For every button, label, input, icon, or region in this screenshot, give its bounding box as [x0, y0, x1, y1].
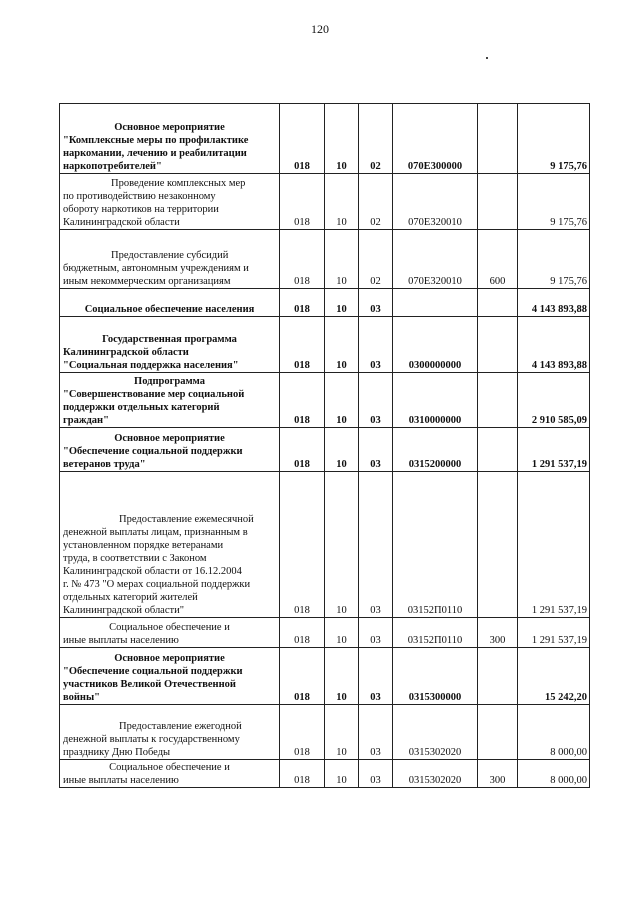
row-name-line: поддержки отдельных категорий [63, 402, 220, 413]
row-name [60, 104, 280, 174]
ved-code: 018 [280, 648, 325, 705]
row-name-line: Основное мероприятие [114, 122, 225, 133]
row-name-line: Проведение комплексных мер [111, 178, 246, 189]
target-article-code: 070Е300000 [393, 104, 478, 174]
row-name [60, 373, 280, 428]
amount: 15 242,20 [518, 648, 590, 705]
target-article-code: 03152П0110 [393, 472, 478, 618]
row-name [60, 705, 280, 760]
row-name-line: Социальное обеспечение и [109, 622, 230, 633]
amount: 8 000,00 [518, 760, 590, 788]
ved-code: 018 [280, 705, 325, 760]
table-row [60, 618, 590, 648]
expense-type-code [478, 648, 518, 705]
row-name-line: Социальное обеспечение населения [84, 304, 255, 315]
table-row [60, 428, 590, 472]
subsection-code: 03 [359, 317, 393, 373]
row-name-line: денежной выплаты к государственному [63, 734, 240, 745]
table-row [60, 373, 590, 428]
row-name-line: отдельных категорий жителей [63, 592, 198, 603]
row-name-line: денежной выплаты лицам, признанным в [63, 527, 248, 538]
row-name-line: наркопотребителей" [63, 161, 162, 172]
row-name-line: граждан" [63, 415, 109, 426]
section-code: 10 [325, 230, 359, 289]
row-name [60, 289, 280, 317]
ved-code: 018 [280, 289, 325, 317]
ved-code: 018 [280, 760, 325, 788]
table-row [60, 230, 590, 289]
row-name-line: "Обеспечение социальной поддержки [63, 666, 243, 677]
amount: 9 175,76 [518, 104, 590, 174]
amount: 1 291 537,19 [518, 472, 590, 618]
row-name-line: участников Великой Отечественной [63, 679, 236, 690]
row-name-line: Государственная программа [102, 334, 237, 345]
ved-code: 018 [280, 428, 325, 472]
expense-type-code [478, 373, 518, 428]
expense-type-code [478, 104, 518, 174]
section-code: 10 [325, 289, 359, 317]
row-name-line: г. № 473 "О мерах социальной поддержки [63, 579, 251, 590]
target-article-code [393, 289, 478, 317]
row-name [60, 428, 280, 472]
subsection-code: 03 [359, 648, 393, 705]
table-row [60, 104, 590, 174]
row-name-line: Социальное обеспечение и [109, 762, 230, 773]
section-code: 10 [325, 618, 359, 648]
row-name-line: Предоставление субсидий [111, 250, 229, 261]
amount: 9 175,76 [518, 174, 590, 230]
row-name-line: "Обеспечение социальной поддержки [63, 446, 243, 457]
subsection-code: 03 [359, 760, 393, 788]
row-name-line: Основное мероприятие [114, 433, 225, 444]
row-name-line: наркомании, лечению и реабилитации [63, 148, 247, 159]
amount: 4 143 893,88 [518, 317, 590, 373]
table-row [60, 289, 590, 317]
row-name-line: Предоставление ежемесячной [119, 514, 254, 525]
row-name [60, 618, 280, 648]
table-row [60, 705, 590, 760]
target-article-code: 0315302020 [393, 760, 478, 788]
row-name-line: празднику Дню Победы [63, 747, 171, 758]
row-name-line: бюджетным, автономным учреждениям и [63, 263, 249, 274]
table-row [60, 472, 590, 618]
expense-type-code [478, 289, 518, 317]
expense-type-code [478, 174, 518, 230]
table-row [60, 648, 590, 705]
row-name-line: Предоставление ежегодной [119, 721, 242, 732]
table-body [60, 104, 590, 788]
ved-code: 018 [280, 104, 325, 174]
table-row [60, 174, 590, 230]
row-name-line: установленном порядке ветеранами [63, 540, 224, 551]
subsection-code: 03 [359, 373, 393, 428]
target-article-code: 070Е320010 [393, 230, 478, 289]
expense-type-code [478, 472, 518, 618]
section-code: 10 [325, 104, 359, 174]
section-code: 10 [325, 317, 359, 373]
subsection-code: 02 [359, 174, 393, 230]
row-name-line: обороту наркотиков на территории [63, 204, 219, 215]
target-article-code: 0315302020 [393, 705, 478, 760]
expense-type-code: 300 [478, 760, 518, 788]
amount: 1 291 537,19 [518, 618, 590, 648]
row-name-line: Калининградской области от 16.12.2004 [63, 566, 242, 577]
amount: 1 291 537,19 [518, 428, 590, 472]
row-name [60, 174, 280, 230]
section-code: 10 [325, 428, 359, 472]
amount: 4 143 893,88 [518, 289, 590, 317]
ved-code: 018 [280, 618, 325, 648]
amount: 2 910 585,09 [518, 373, 590, 428]
row-name-line: "Комплексные меры по профилактике [63, 135, 249, 146]
row-name-line: войны" [63, 692, 100, 703]
target-article-code: 03152П0110 [393, 618, 478, 648]
amount: 9 175,76 [518, 230, 590, 289]
row-name-line: "Совершенствование мер социальной [63, 389, 245, 400]
row-name-line: Калининградской области" [63, 605, 185, 616]
row-name-line: ветеранов труда" [63, 459, 146, 470]
section-code: 10 [325, 472, 359, 618]
row-name [60, 760, 280, 788]
target-article-code: 0315300000 [393, 648, 478, 705]
expense-type-code [478, 705, 518, 760]
row-name [60, 317, 280, 373]
expense-type-code [478, 317, 518, 373]
subsection-code: 02 [359, 104, 393, 174]
target-article-code: 070Е320010 [393, 174, 478, 230]
target-article-code: 0300000000 [393, 317, 478, 373]
budget-table [59, 103, 590, 788]
amount: 8 000,00 [518, 705, 590, 760]
row-name-line: Основное мероприятие [114, 653, 225, 664]
table-row [60, 760, 590, 788]
subsection-code: 03 [359, 289, 393, 317]
ved-code: 018 [280, 373, 325, 428]
row-name-line: иные выплаты населению [63, 775, 179, 786]
row-name [60, 472, 280, 618]
row-name-line: труда, в соответствии с Законом [63, 553, 207, 564]
section-code: 10 [325, 648, 359, 705]
table-row [60, 317, 590, 373]
section-code: 10 [325, 373, 359, 428]
row-name-line: по противодействию незаконному [63, 191, 216, 202]
row-name-line: Калининградской области [63, 347, 189, 358]
subsection-code: 03 [359, 705, 393, 760]
row-name [60, 230, 280, 289]
scan-speck [486, 57, 488, 59]
section-code: 10 [325, 760, 359, 788]
expense-type-code [478, 428, 518, 472]
row-name-line: иным некоммерческим организациям [63, 276, 231, 287]
expense-type-code: 300 [478, 618, 518, 648]
section-code: 10 [325, 174, 359, 230]
target-article-code: 0315200000 [393, 428, 478, 472]
subsection-code: 03 [359, 618, 393, 648]
row-name-line: Подпрограмма [134, 376, 205, 387]
subsection-code: 03 [359, 428, 393, 472]
row-name [60, 648, 280, 705]
ved-code: 018 [280, 472, 325, 618]
row-name-line: Калининградской области [63, 217, 180, 228]
row-name-line: "Социальная поддержка населения" [63, 360, 239, 371]
ved-code: 018 [280, 230, 325, 289]
target-article-code: 0310000000 [393, 373, 478, 428]
section-code: 10 [325, 705, 359, 760]
subsection-code: 02 [359, 230, 393, 289]
row-name-line: иные выплаты населению [63, 635, 179, 646]
page-number: 120 [311, 22, 329, 36]
ved-code: 018 [280, 174, 325, 230]
subsection-code: 03 [359, 472, 393, 618]
expense-type-code: 600 [478, 230, 518, 289]
ved-code: 018 [280, 317, 325, 373]
